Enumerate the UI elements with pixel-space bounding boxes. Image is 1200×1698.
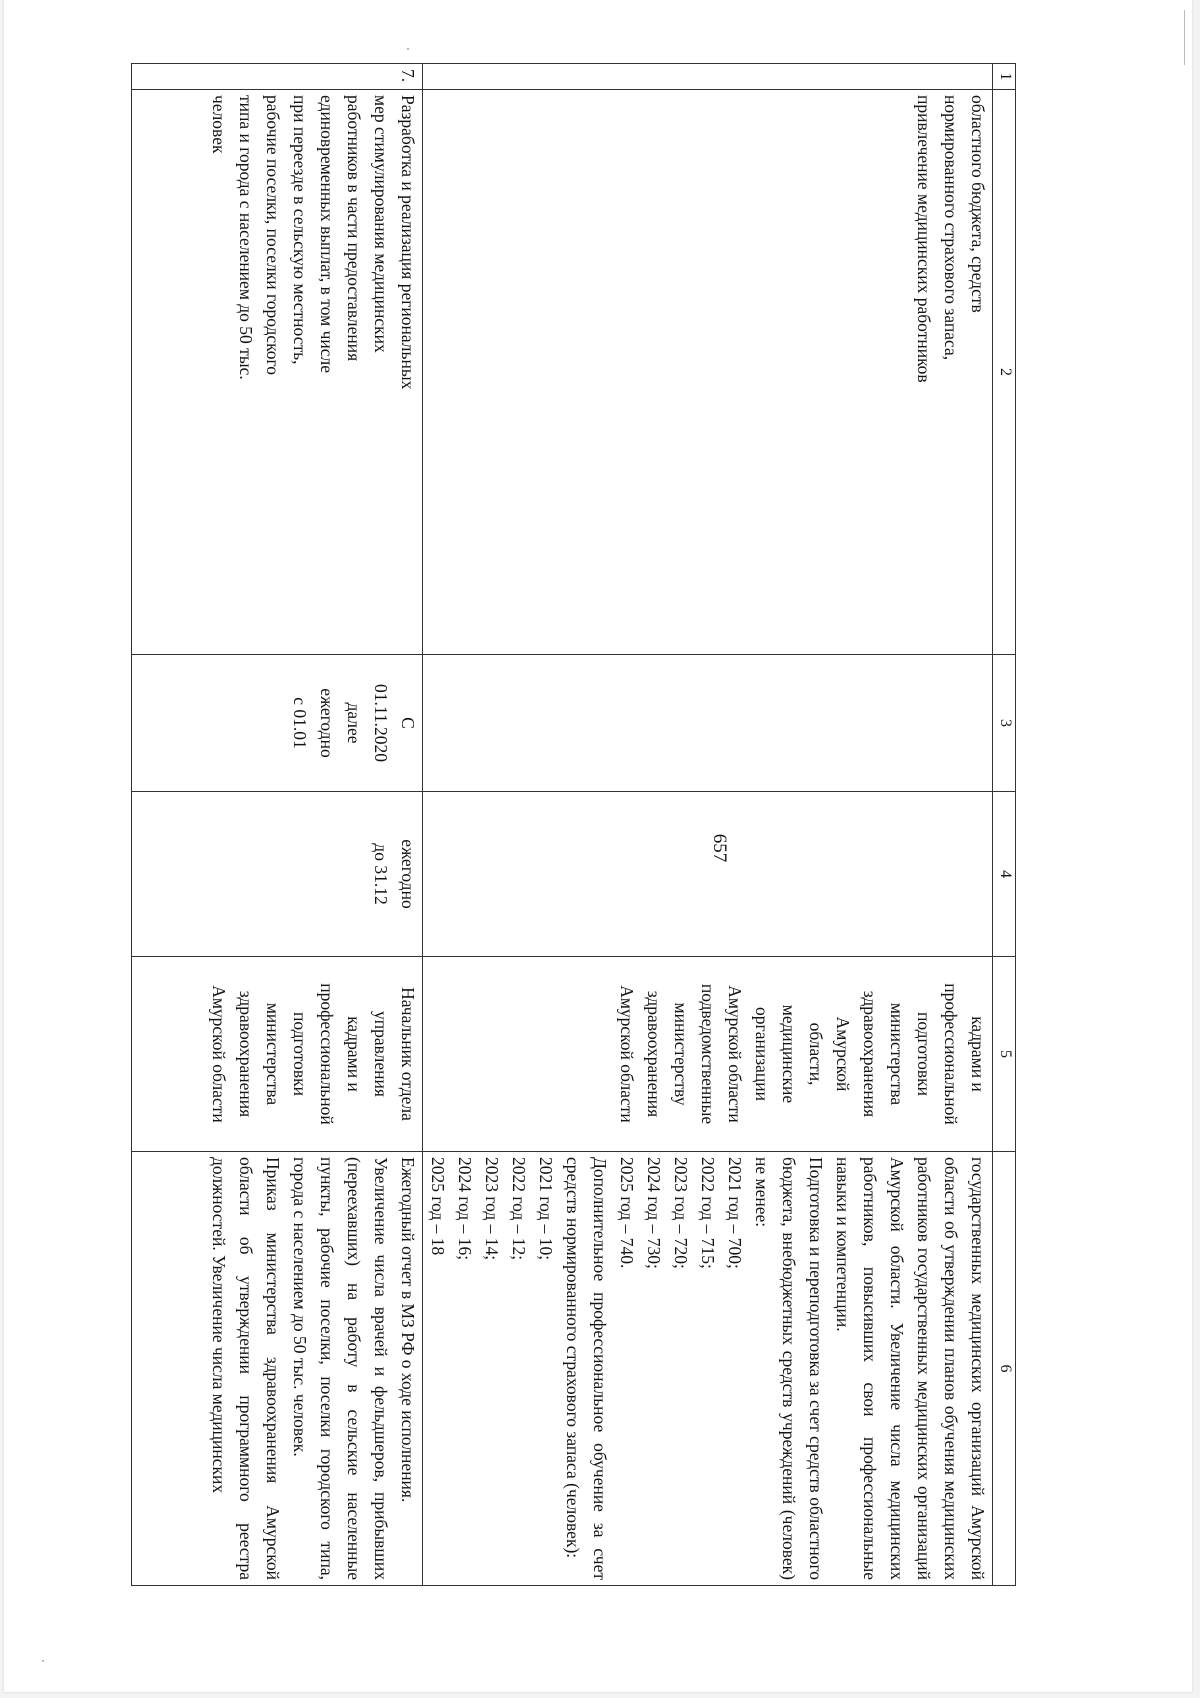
responsible-line: Амурской	[833, 1016, 853, 1092]
result-cell	[423, 1152, 993, 1586]
term-cell	[423, 655, 993, 792]
result-paragraph: Увеличение числа врачей и фельдшеров, прибывших (переехавших) на работу в сельские населенные пункты, рабочие поселки, поселки городского типа, города с населением до 50 тыс. человек.	[290, 1157, 391, 1580]
measure-line: привлечение медицинских работников	[914, 95, 934, 383]
term-line: с 01.01	[290, 697, 310, 749]
result-list-item: 2022 год – 715;	[698, 1157, 718, 1269]
responsible-line: области,	[806, 1022, 826, 1086]
table-row	[132, 64, 423, 1586]
deadline-line: ежегодно	[398, 839, 418, 909]
page-edge-mark	[1184, 10, 1193, 65]
responsible-line: подготовки	[914, 1011, 934, 1097]
measure-line: единовременных выплат, в том числе	[317, 95, 337, 374]
deadline-cell	[423, 792, 993, 957]
responsible-line: профессиональной	[941, 983, 961, 1125]
result-list-item: 2024 год – 730;	[644, 1157, 664, 1269]
result-list-item: 2023 год – 720;	[671, 1157, 691, 1269]
table-row	[423, 64, 993, 1586]
result-list-item: 2021 год – 10;	[536, 1157, 556, 1261]
responsible-line: профессиональной	[317, 983, 337, 1125]
responsible-line: Амурской области	[209, 985, 229, 1123]
measure-line: рабочие поселки, поселки городского	[263, 95, 283, 375]
result-list-item: 2025 год – 740.	[617, 1157, 637, 1269]
measure-line: человек	[209, 95, 229, 154]
responsible-line: медицинские	[779, 1004, 799, 1104]
term-line: ежегодно	[317, 688, 337, 758]
result-paragraph: Дополнительное профессиональное обучение за счет средств нормированного страхового запаса (человек):	[563, 1157, 610, 1580]
responsible-line: кадрами и	[968, 1016, 988, 1092]
column-number-4: 4	[993, 792, 1016, 957]
responsible-line: организации	[752, 1007, 772, 1101]
term-line: С	[398, 717, 418, 729]
measure-line: типа и города с населением до 50 тыс.	[236, 95, 256, 380]
row-number-cell: 7.	[132, 64, 423, 90]
responsible-line: министерству	[671, 1002, 691, 1106]
table-header-row	[993, 64, 1016, 1586]
result-paragraph: Приказ министерства здравоохранения Амурской области об утверждении программного реестра должностей. Увеличение числа медицинских	[209, 1157, 283, 1580]
document-page	[4, 0, 1192, 1692]
measure-line: областного бюджета, средств	[968, 95, 988, 313]
plan-table	[131, 63, 1016, 1586]
column-number-5: 5	[993, 957, 1016, 1152]
responsible-line: подведомственные	[698, 983, 718, 1125]
responsible-line: управления	[371, 1011, 391, 1097]
deadline-cell	[132, 792, 423, 957]
result-list-item: 2021 год – 700;	[725, 1157, 745, 1269]
responsible-line: здравоохранения	[644, 990, 664, 1118]
result-list-item: 2024 год – 16;	[455, 1157, 475, 1261]
responsible-line: Амурской области	[617, 985, 637, 1123]
term-line: 01.11.2020	[371, 683, 391, 763]
measure-line: при переезде в сельскую местность,	[290, 95, 310, 365]
responsible-line: министерства	[887, 1002, 907, 1106]
scan-speck	[407, 48, 409, 50]
responsible-cell	[132, 957, 423, 1152]
responsible-line: министерства	[263, 1002, 283, 1106]
measure-line: работников в части предоставления	[344, 95, 364, 362]
column-number-3: 3	[993, 655, 1016, 792]
deadline-line: до 31.12	[371, 843, 391, 905]
responsible-line: подготовки	[290, 1011, 310, 1097]
result-paragraph: государственных медицинских организаций Амурской области об утверждении планов обучения медицинских работников государственных медицинских организаций Амурской области. Увеличение числа медицинских работников, повысивших свои профессиональные навыки и компетенции.	[833, 1157, 988, 1580]
result-cell	[132, 1152, 423, 1586]
measure-line: нормированного страхового запаса,	[941, 95, 961, 361]
result-paragraph: Подготовка и переподготовка за счет средств областного бюджета, внебюджетных средств учреждений (человек) не менее:	[752, 1157, 826, 1580]
column-number-1: 1	[993, 64, 1016, 90]
result-list-item: 2022 год – 12;	[509, 1157, 529, 1261]
column-number-2: 2	[993, 90, 1016, 655]
responsible-line: здравоохранения	[860, 990, 880, 1118]
responsible-cell	[423, 957, 993, 1152]
column-number-6: 6	[993, 1152, 1016, 1586]
rotated-table-frame	[131, 63, 1016, 1585]
responsible-line: здравоохранения	[236, 990, 256, 1118]
responsible-line: кадрами и	[344, 1016, 364, 1092]
result-paragraph: Ежегодный отчет в МЗ РФ о ходе исполнения.	[398, 1157, 418, 1503]
scan-speck	[42, 1660, 44, 1662]
measure-cell	[132, 90, 423, 655]
responsible-line: Амурской области	[725, 985, 745, 1123]
result-list-item: 2025 год – 18	[428, 1157, 448, 1256]
term-cell	[132, 655, 423, 792]
term-line: далее	[344, 702, 364, 744]
page-number: 657	[709, 833, 730, 863]
measure-line: мер стимулирования медицинских	[371, 95, 391, 353]
measure-line: Разработка и реализация региональных	[398, 95, 418, 390]
result-list-item: 2023 год – 14;	[482, 1157, 502, 1261]
responsible-line: Начальник отдела	[398, 987, 418, 1121]
row-number-cell	[423, 64, 993, 90]
measure-cell	[423, 90, 993, 655]
